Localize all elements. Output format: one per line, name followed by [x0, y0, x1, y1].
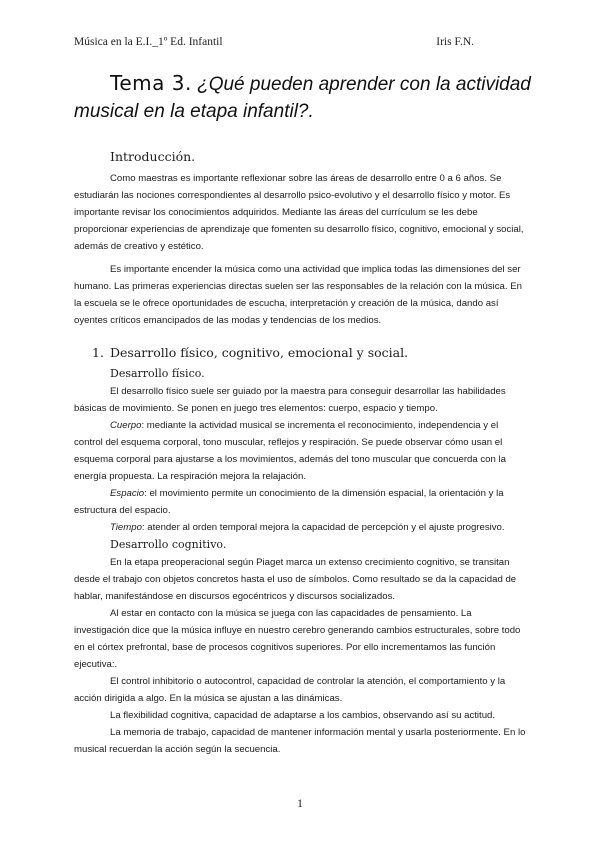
header-author: Iris F.N. — [436, 36, 474, 48]
cognitivo-paragraph-2: Al estar en contacto con la música se juega con las capacidades de pensamiento. La investigación dice que la música influye en nuestro cerebro generando cambios estructurales, sobre todo en el córtex prefrontal, base de procesos cognitivos superiores. Por ello incrementamos las función ejecutiva:. — [74, 608, 521, 670]
cognitivo-heading: Desarrollo cognitivo. — [110, 538, 227, 551]
tiempo-paragraph — [74, 519, 529, 536]
cuerpo-paragraph — [74, 417, 529, 485]
header-course: Música en la E.I._1º Ed. Infantil — [74, 36, 223, 48]
intro-heading: Introducción. — [110, 149, 196, 164]
title-question: ¿Qué pueden aprender con la actividad musical en la etapa infantil?. — [74, 74, 531, 122]
espacio-paragraph — [74, 485, 529, 519]
section-1-title: Desarrollo físico, cognitivo, emocional y social. — [110, 345, 409, 360]
fisico-heading: Desarrollo físico. — [110, 367, 205, 380]
cuerpo-label: Cuerpo — [110, 420, 142, 431]
cognitivo-paragraph-4: La flexibilidad cognitiva, capacidad de adaptarse a los cambios, observando así su actitud. — [110, 710, 496, 721]
section-1-number: 1. — [92, 345, 104, 360]
page-title — [74, 70, 544, 125]
page-header — [74, 36, 474, 48]
document-body — [74, 146, 529, 758]
tiempo-text: : atender al orden temporal mejora la capacidad de percepción y el ajuste progresivo. — [141, 522, 505, 533]
cuerpo-text: : mediante la actividad musical se incrementa el reconocimiento, independencia y el control del esquema corporal, tono muscular, reflejos y respiración. Se puede observar cómo usan el esquema corporal para ajustarse a los movimientos, además del tono muscular que concuerda con la energía propuesta. La respiración mejora la relajación. — [74, 420, 506, 482]
cognitivo-paragraph-5: La memoria de trabajo, capacidad de mantener información mental y usarla posteriormente. En lo musical recuerdan la acción según la secuencia. — [74, 727, 526, 755]
section-1-heading — [92, 341, 529, 365]
intro-paragraph-1: Como maestras es importante reflexionar sobre las áreas de desarrollo entre 0 a 6 años. Se estudiarán las nociones correspondientes al desarrollo psico-evolutivo y el desarrollo físico y motor. Es importante revisar los conocimientos adquiridos. Mediante las áreas del currículum se les debe proporcionar experiencias de aprendizaje que fomenten su desarrollo físico, cognitivo, emocional y social, además de creativo y estético. — [74, 173, 524, 252]
cognitivo-paragraph-1: En la etapa preoperacional según Piaget marca un extenso crecimiento cognitivo, se transitan desde el trabajo con objetos concretos hasta el uso de símbolos. Como resultado se da la capacidad de hablar, manifestándose en discursos egocéntricos y discursos socializados. — [74, 557, 517, 602]
page-number: 1 — [297, 796, 303, 810]
cognitivo-paragraph-3: El control inhibitorio o autocontrol, capacidad de controlar la atención, el comportamiento y la acción dirigida a algo. En la música se ajustan a las dinámicas. — [74, 676, 506, 704]
title-tema: Tema 3. — [110, 71, 192, 95]
espacio-text: : el movimiento permite un conocimiento de la dimensión espacial, la orientación y la estructura del espacio. — [74, 488, 504, 516]
intro-paragraph-2: Es importante encender la música como una actividad que implica todas las dimensiones del ser humano. Las primeras experiencias directas suelen ser las responsables de la relación con la música. En la escuela se le ofrece oportunidades de escucha, interpretación y creación de la música, dando así oyentes críticos emancipados de las modas y tendencias de los medios. — [74, 264, 522, 326]
espacio-label: Espacio — [110, 488, 145, 499]
fisico-paragraph: El desarrollo físico suele ser guiado por la maestra para conseguir desarrollar las habilidades básicas de movimiento. Se ponen en juego tres elementos: cuerpo, espacio y tiempo. — [74, 386, 506, 414]
tiempo-label: Tiempo — [110, 522, 142, 533]
